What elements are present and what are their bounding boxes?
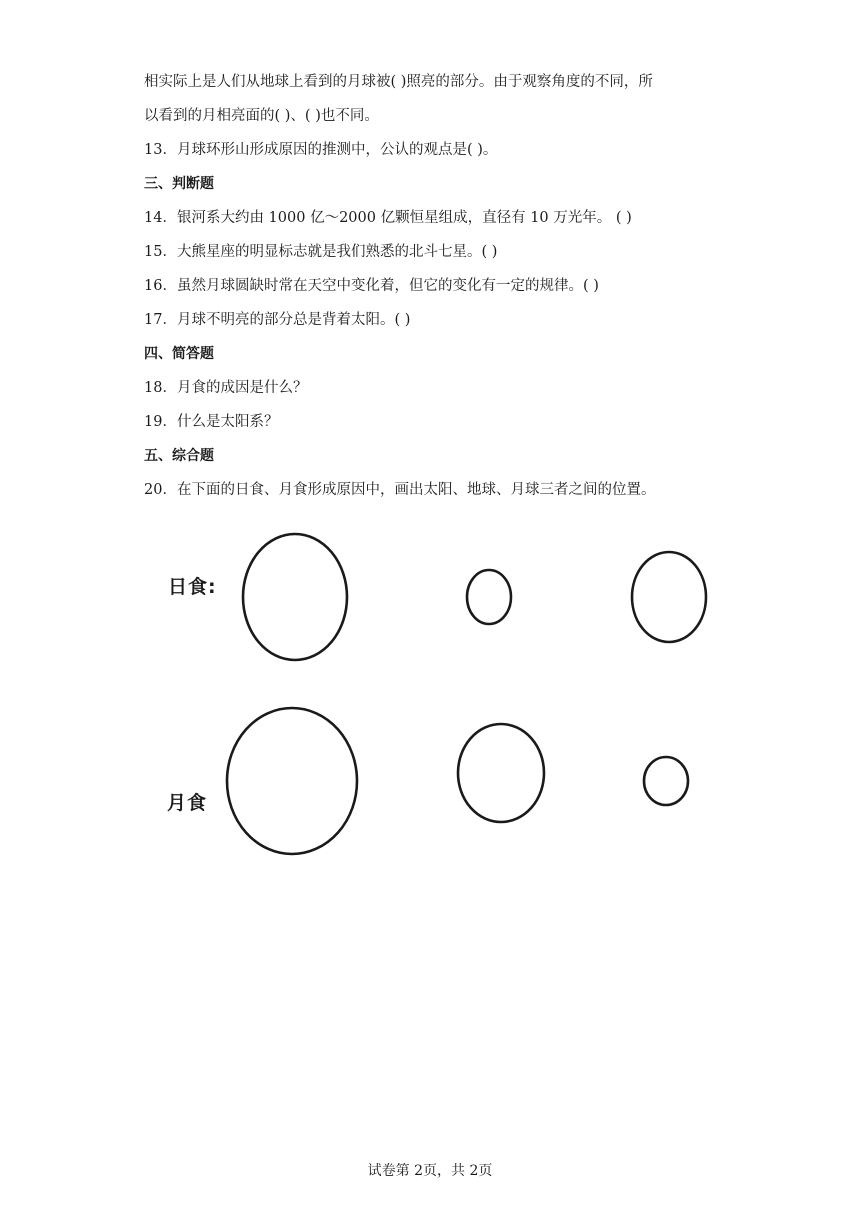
eclipse-circles [0, 520, 860, 880]
solar-row-large-circle [243, 534, 347, 660]
question-13-text: 13．月球环形山形成原因的推测中，公认的观点是( )。 [144, 142, 498, 158]
lunar-row-large-circle [227, 708, 357, 854]
question-12-text-line-1: 相实际上是人们从地球上看到的月球被( )照亮的部分。由于观察角度的不同，所 [144, 74, 653, 90]
section-heading-judgement: 三、判断题 [144, 176, 214, 192]
lunar-row-medium-circle [458, 724, 544, 822]
lunar-eclipse-label: 月食 [167, 792, 208, 814]
question-16-text: 16．虽然月球圆缺时常在天空中变化着，但它的变化有一定的规律。( ) [144, 278, 599, 294]
page-footer: 试卷第 2页，共 2页 [367, 1163, 493, 1179]
solar-row-small-circle [467, 570, 511, 624]
section-heading-short-answer: 四、简答题 [144, 346, 214, 362]
lunar-row-small-circle [644, 757, 688, 805]
question-15-text: 15．大熊星座的明显标志就是我们熟悉的北斗七星。( ) [144, 244, 498, 260]
solar-eclipse-label: 日食: [168, 576, 217, 598]
eclipse-diagram [0, 520, 860, 880]
question-18-text: 18．月食的成因是什么？ [144, 380, 308, 396]
question-20-text: 20．在下面的日食、月食形成原因中，画出太阳、地球、月球三者之间的位置。 [144, 482, 656, 498]
question-19-text: 19．什么是太阳系？ [144, 414, 279, 430]
question-14-text: 14．银河系大约由 1000 亿～2000 亿颗恒星组成，直径有 10 万光年。 ( ) [144, 210, 632, 226]
question-17-text: 17．月球不明亮的部分总是背着太阳。( ) [144, 312, 411, 328]
solar-row-medium-circle [632, 552, 706, 642]
question-12-text-line-2: 以看到的月相亮面的( )、( )也不同。 [144, 108, 379, 124]
section-heading-comprehensive: 五、综合题 [144, 448, 214, 464]
